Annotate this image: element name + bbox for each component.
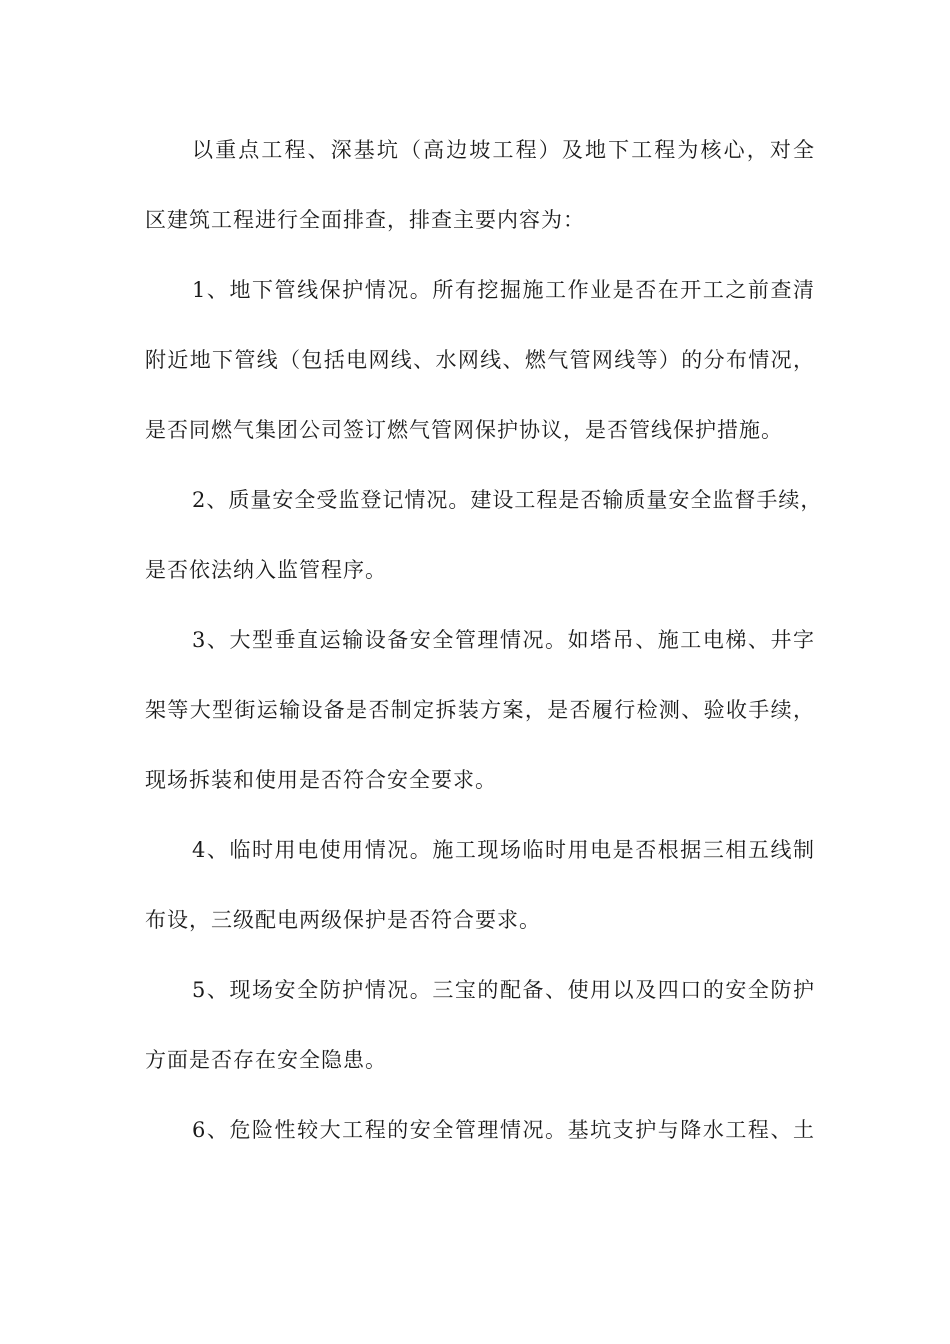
item-1-line-2: 附近地下管线（包括电网线、水网线、燃气管网线等）的分布情况，: [145, 348, 815, 372]
item-6-line-1: 6、危险性较大工程的安全管理情况。基坑支护与降水工程、土: [192, 1118, 815, 1142]
item-2-line-1: 2、质量安全受监登记情况。建设工程是否输质量安全监督手续，: [192, 488, 823, 512]
item-3-line-1: 3、大型垂直运输设备安全管理情况。如塔吊、施工电梯、井字: [192, 628, 815, 652]
item-3-line-3: 现场拆装和使用是否符合安全要求。: [145, 768, 497, 792]
item-4-line-1: 4、临时用电使用情况。施工现场临时用电是否根据三相五线制: [192, 838, 815, 862]
document-body: [145, 128, 823, 1178]
item-4-line-2: 布设，三级配电两级保护是否符合要求。: [145, 908, 541, 932]
paragraph-intro-line-2: 区建筑工程进行全面排查，排查主要内容为：: [145, 208, 585, 232]
item-2-line-2: 是否依法纳入监管程序。: [145, 558, 387, 582]
item-5-line-2: 方面是否存在安全隐患。: [145, 1048, 387, 1072]
item-1-line-3: 是否同燃气集团公司签订燃气管网保护协议，是否管线保护措施。: [145, 418, 783, 442]
item-1-line-1: 1、地下管线保护情况。所有挖掘施工作业是否在开工之前查清: [192, 278, 815, 302]
item-3-line-2: 架等大型街运输设备是否制定拆装方案，是否履行检测、验收手续，: [145, 698, 815, 722]
item-5-line-1: 5、现场安全防护情况。三宝的配备、使用以及四口的安全防护: [192, 978, 815, 1002]
paragraph-intro-line-1: 以重点工程、深基坑（高边坡工程）及地下工程为核心，对全: [192, 138, 815, 162]
